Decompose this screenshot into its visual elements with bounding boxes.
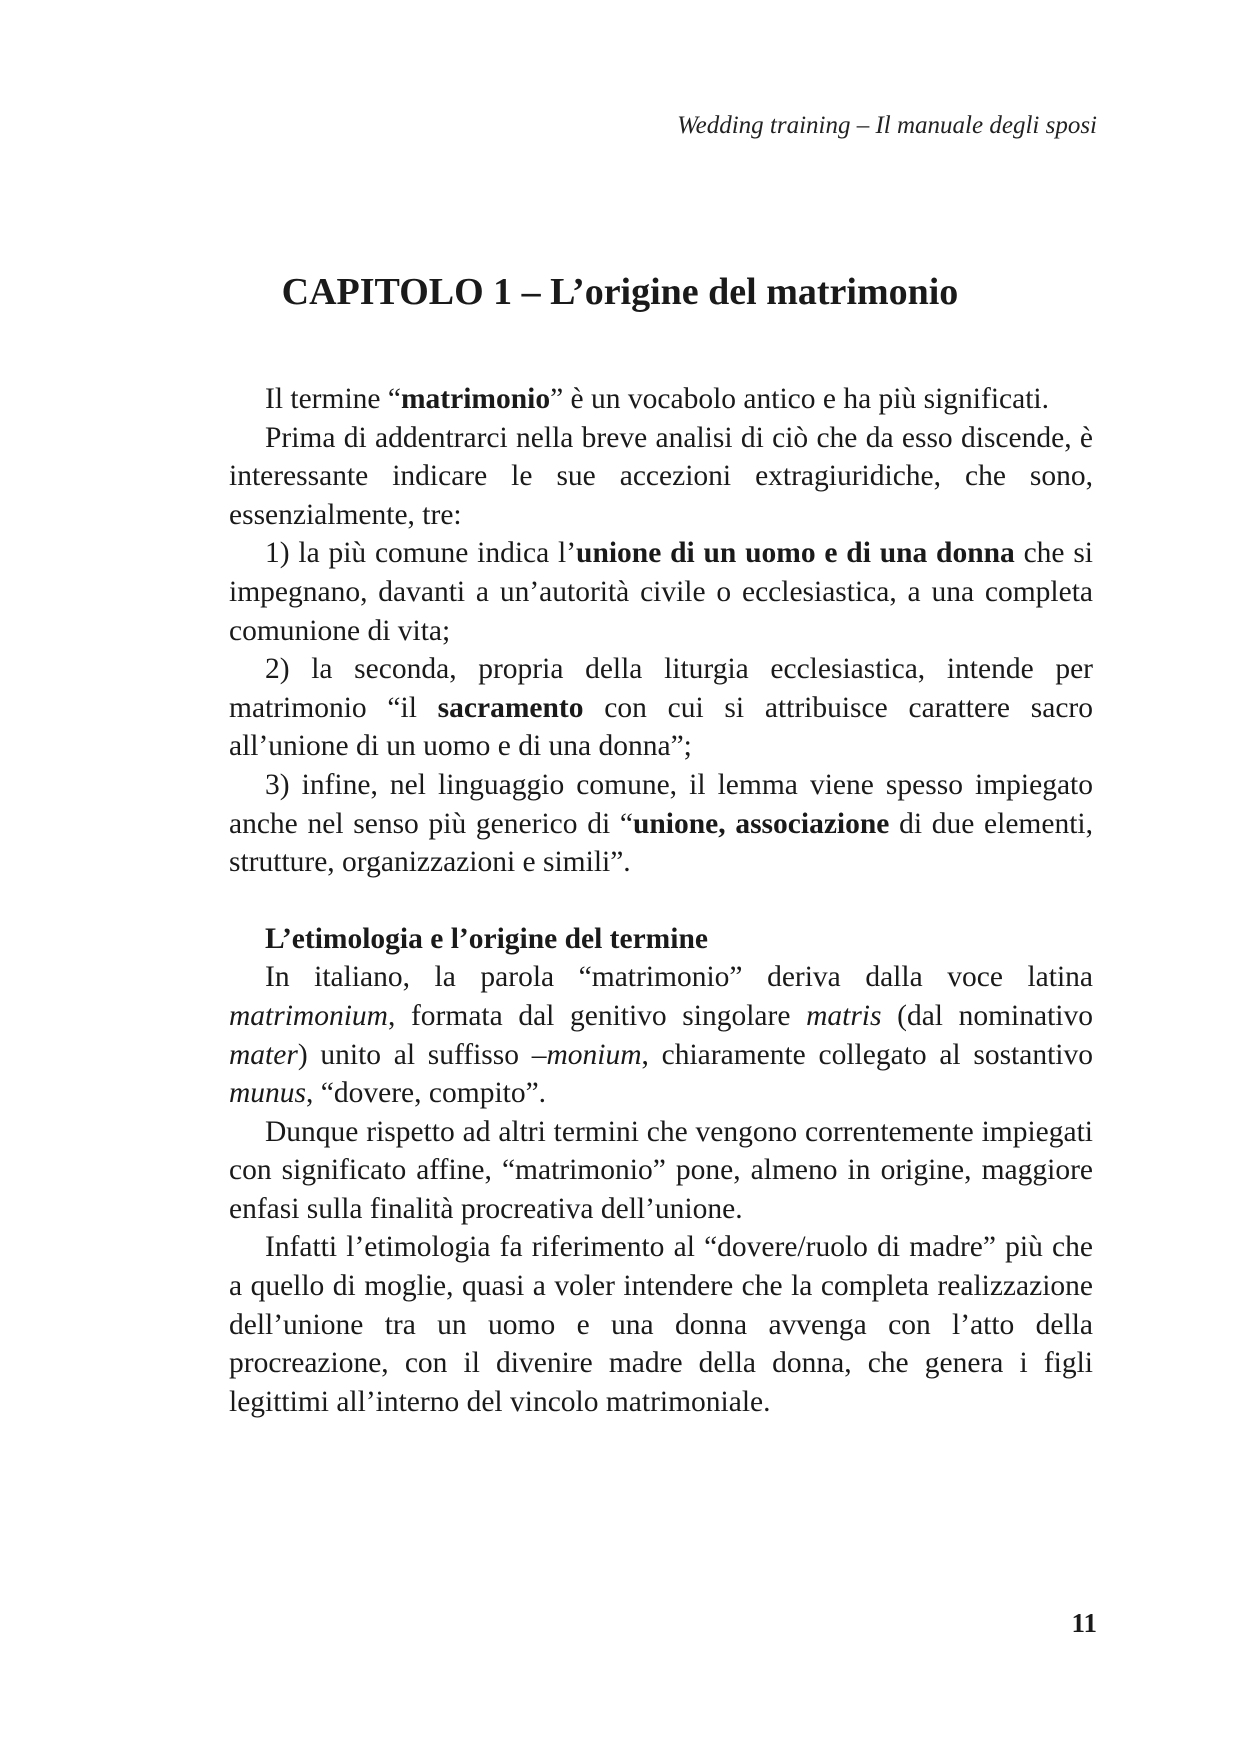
italic-term: matrimonium bbox=[229, 999, 388, 1032]
body-text bbox=[229, 380, 1093, 1421]
section-title: L’etimologia e l’origine del termine bbox=[265, 922, 708, 955]
italic-term: matris bbox=[806, 999, 882, 1032]
intro-paragraph-2: Prima di addentrarci nella breve analisi di ciò che da esso discende, è interessante indicare le sue accezioni extragiuridiche, che sono, essenzialmente, tre: bbox=[229, 421, 1093, 531]
text-run: di due elementi, strutture, organizzazioni e simili”. bbox=[229, 807, 1093, 879]
section-paragraph-1 bbox=[229, 958, 1093, 1112]
bold-term: unione di un uomo e di una donna bbox=[576, 537, 1015, 570]
text-run: ” è un vocabolo antico e ha più significati. bbox=[550, 383, 1049, 415]
intro-paragraph-1 bbox=[229, 380, 1093, 419]
text-run: Il termine “ bbox=[265, 383, 401, 415]
text-run: 3) infine, nel linguaggio comune, il lemma viene spesso impiegato anche nel senso più generico di “ bbox=[229, 768, 1093, 840]
bold-term: unione, associazione bbox=[632, 807, 890, 840]
italic-term: –monium bbox=[531, 1038, 642, 1071]
list-item-3 bbox=[229, 766, 1093, 882]
text-run: 1) la più comune indica l’ bbox=[265, 537, 577, 570]
chapter-title: CAPITOLO 1 – L’origine del matrimonio bbox=[281, 271, 959, 313]
text-run: (dal nominativo bbox=[881, 999, 1093, 1032]
bold-term: sacramento bbox=[437, 691, 584, 724]
text-run: che si impegnano, davanti a un’autorità civile o ecclesiastica, a una completa comunione di vita; bbox=[229, 537, 1093, 647]
text-run: , formata dal genitivo singolare bbox=[387, 999, 807, 1032]
italic-term: mater bbox=[229, 1038, 298, 1071]
list-item-1 bbox=[229, 534, 1093, 650]
page-number: 11 bbox=[1071, 1608, 1097, 1638]
italic-term: munus bbox=[229, 1077, 307, 1110]
text-run: In italiano, la parola “matrimonio” deriva dalla voce latina bbox=[265, 961, 1093, 994]
list-item-2 bbox=[229, 650, 1093, 766]
text-run: , “dovere, compito”. bbox=[306, 1077, 547, 1110]
text-run: ) unito al suffisso bbox=[297, 1038, 532, 1071]
text-run: con cui si attribuisce carattere sacro all’unione di un uomo e di una donna”; bbox=[229, 691, 1093, 763]
section-paragraph-3: Infatti l’etimologia fa riferimento al “dovere/ruolo di madre” più che a quello di moglie, quasi a voler intendere che la completa realizzazione dell’unione tra un uomo e una donna avvenga con l’atto della procreazione, con il divenire madre della donna, che genera i figli legittimi all’interno del vincolo matrimoniale. bbox=[229, 1231, 1093, 1418]
section-paragraph-2: Dunque rispetto ad altri termini che vengono correntemente impiegati con significato affine, “matrimonio” pone, almeno in origine, maggiore enfasi sulla finalità procreativa dell’unione. bbox=[229, 1115, 1093, 1225]
text-run: 2) la seconda, propria della liturgia ecclesiastica, intende per matrimonio “il bbox=[229, 653, 1093, 724]
text-run: , chiaramente collegato al sostantivo bbox=[641, 1038, 1093, 1071]
running-header: Wedding training – Il manuale degli sposi bbox=[677, 112, 1097, 139]
bold-term: matrimonio bbox=[400, 383, 551, 415]
